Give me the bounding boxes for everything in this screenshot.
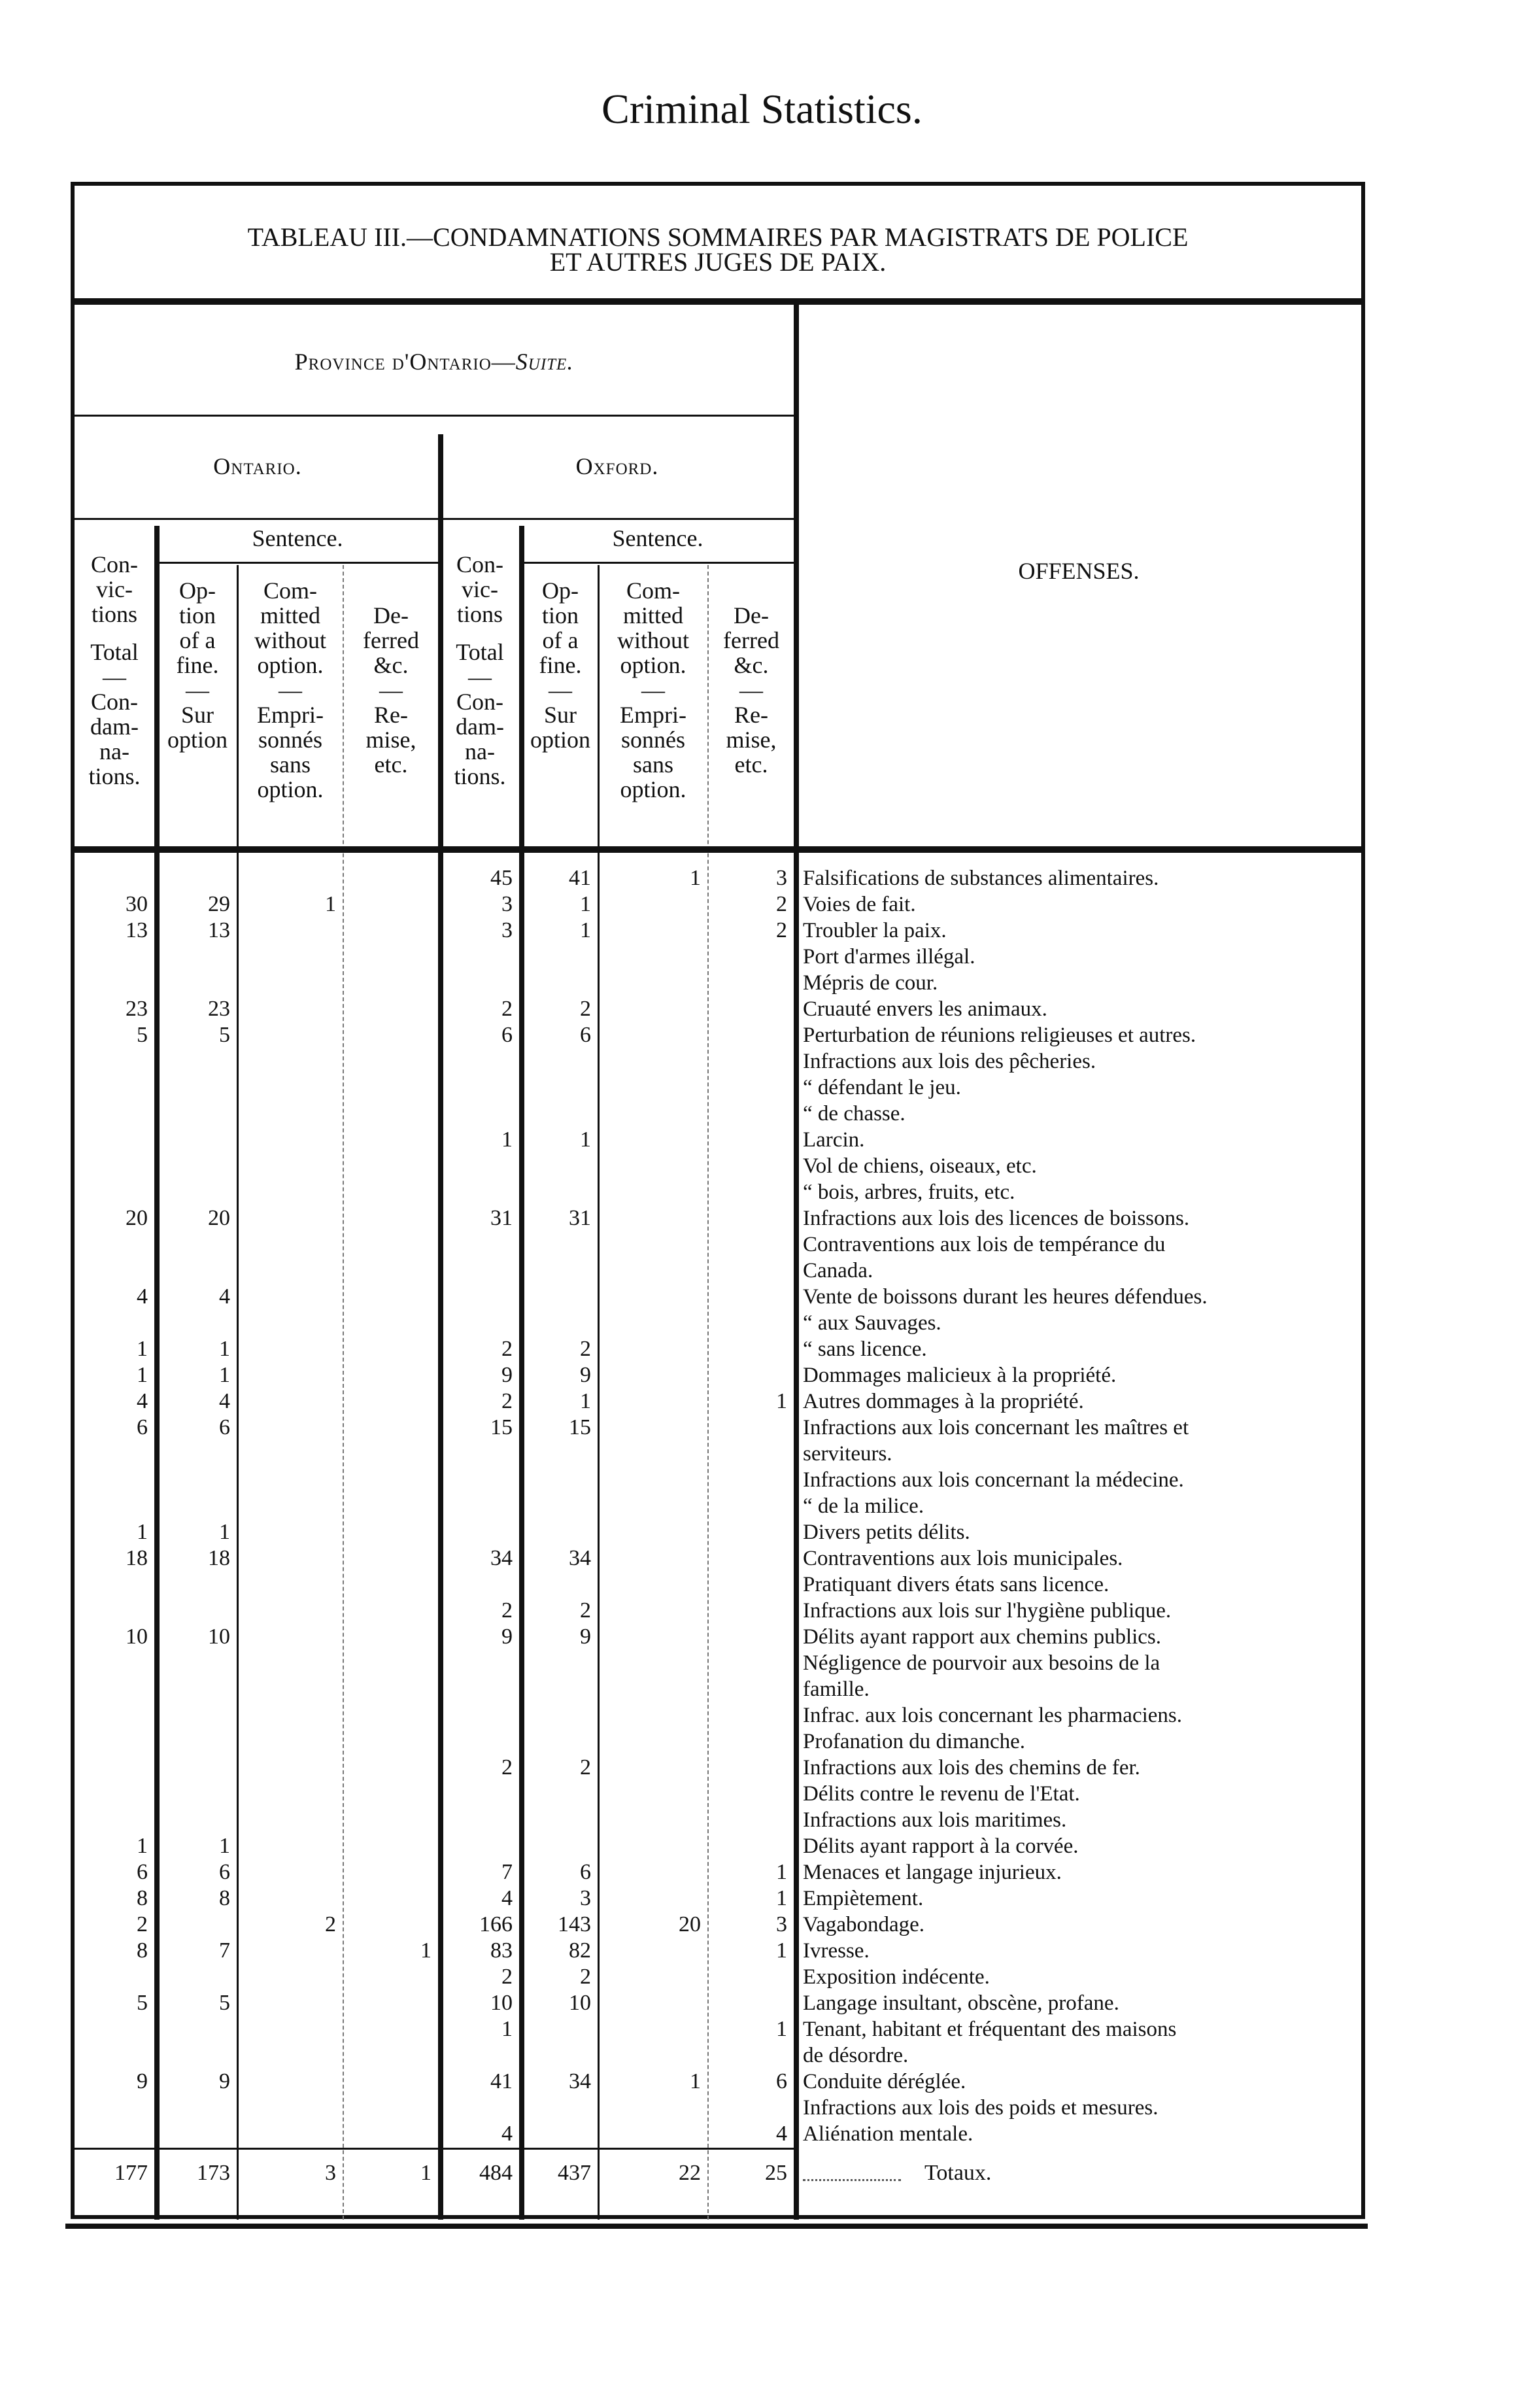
hdr-text: vic- [96,576,133,602]
offense-label: Port d'armes illégal. [803,945,975,969]
cell-o-total: 4 [137,1284,148,1309]
cell-o-total: 5 [137,1991,148,2015]
cell-o-total: 6 [137,1860,148,1884]
cell-x-option: 1 [580,892,591,916]
hdr-text: option. [257,652,324,678]
cell-o-total: 4 [137,1389,148,1413]
cell-x-deferred: 3 [776,1912,787,1936]
cell-o-option: 6 [219,1415,230,1439]
offense-label: Infractions aux lois concernant les maîtres et [803,1416,1189,1439]
offense-label: Menaces et langage injurieux. [803,1861,1062,1884]
hdr-text: — [549,677,572,703]
offense-label: Infractions aux lois des chemins de fer. [803,1756,1140,1780]
hdr-text: — [379,677,403,703]
cell-x-total: 7 [501,1860,513,1884]
total-ontario-option: 173 [197,2161,230,2185]
hdr-text: sonnés [258,727,322,753]
cell-o-option: 1 [219,1337,230,1361]
cell-x-total: 31 [490,1206,513,1230]
offense-label: “ défendant le jeu. [803,1076,961,1099]
cell-x-total: 45 [490,866,513,890]
cell-o-option: 23 [208,997,230,1021]
offense-label: “ de chasse. [803,1102,906,1126]
hdr-text: Con- [456,551,503,577]
cell-x-option: 1 [580,918,591,942]
cell-x-total: 15 [490,1415,513,1439]
offense-label: Cruauté envers les animaux. [803,997,1047,1021]
offense-label: Délits ayant rapport à la corvée. [803,1834,1079,1858]
hdr-text: Empri- [257,702,324,728]
offense-label: “ de la milice. [803,1494,924,1518]
offense-label: Larcin. [803,1128,865,1152]
offense-label: Mépris de cour. [803,971,938,995]
offense-label: Autres dommages à la propriété. [803,1390,1084,1413]
offense-label: Divers petits délits. [803,1521,970,1544]
cell-x-total: 2 [501,1965,513,1989]
cell-o-deferred: 1 [420,1938,432,1963]
cell-x-deferred: 1 [776,1860,787,1884]
total-ontario-deferred: 1 [420,2161,432,2185]
cell-o-option: 1 [219,1834,230,1858]
hdr-text: Re- [374,702,408,728]
offense-label: Profanation du dimanche. [803,1730,1025,1753]
table-title-line1: TABLEAU III.—CONDAMNATIONS SOMMAIRES PAR MAGISTRATS DE POLICE [247,222,1189,252]
cell-o-option: 5 [219,1023,230,1047]
header-rule [75,846,1361,853]
hdr-text: dam- [90,714,139,740]
hdr-text: vic- [462,576,498,602]
hdr-text: De- [373,602,409,628]
total-ontario-committed: 3 [325,2161,336,2185]
offense-label: Infractions aux lois des licences de boissons. [803,1207,1190,1230]
offense-label: “ aux Sauvages. [803,1311,941,1335]
hdr-text: — [103,664,126,690]
hdr-text: — [186,677,209,703]
title-rule [75,298,1361,305]
offense-label: famille. [803,1677,870,1701]
hdr-text: option. [620,652,686,678]
county-rule [75,518,794,520]
offense-label: Perturbation de réunions religieuses et autres. [803,1023,1196,1047]
hdr-text: ferred [363,627,419,653]
sentence-rule-oxford [522,562,794,564]
cell-x-total: 166 [479,1912,513,1936]
hdr-text: Con- [456,689,503,715]
cell-o-option: 6 [219,1860,230,1884]
hdr-text: fine. [539,652,582,678]
hdr-text: etc. [734,751,768,778]
cell-x-option: 9 [580,1625,591,1649]
offense-label: Langage insultant, obscène, profane. [803,1991,1119,2015]
hdr-text: without [617,627,689,653]
cell-o-total: 1 [137,1363,148,1387]
cell-x-option: 143 [558,1912,591,1936]
cell-x-option: 2 [580,1337,591,1361]
cell-o-total: 5 [137,1023,148,1047]
hdr-text: dam- [456,714,504,740]
hdr-text: of a [542,627,579,653]
cell-o-total: 23 [126,997,148,1021]
cell-o-committed: 1 [325,892,336,916]
cell-x-option: 34 [569,1546,591,1570]
cell-x-total: 2 [501,1755,513,1780]
offense-label: Vente de boissons durant les heures défendues. [803,1285,1208,1309]
oxford-option-divider [598,565,600,2220]
cell-x-total: 34 [490,1546,513,1570]
cell-x-total: 2 [501,1598,513,1623]
hdr-text: etc. [374,751,408,778]
offense-label: Tenant, habitant et fréquentant des maisons [803,2018,1177,2041]
cell-x-deferred: 3 [776,866,787,890]
cell-x-deferred: 2 [776,892,787,916]
cell-o-option: 5 [219,1991,230,2015]
totals-rule [75,2148,796,2150]
cell-o-option: 7 [219,1938,230,1963]
offense-label: Pratiquant divers états sans licence. [803,1573,1109,1596]
cell-o-option: 9 [219,2069,230,2093]
hdr-text: tions. [454,763,506,789]
sentence-header-oxford: Sentence. [612,525,703,551]
hdr-text: — [739,677,763,703]
hdr-text: tion [178,602,216,628]
province-suite: Suite. [515,349,574,375]
province-header [75,349,794,374]
county-oxford: Oxford. [575,453,659,479]
cell-o-option: 4 [219,1284,230,1309]
offense-label: Infrac. aux lois concernant les pharmaciens. [803,1704,1182,1727]
cell-x-total: 10 [490,1991,513,2015]
cell-x-total: 9 [501,1363,513,1387]
hdr-text: option [167,727,228,753]
offenses-header: OFFENSES. [1018,558,1140,584]
offense-label: “ bois, arbres, fruits, etc. [803,1180,1015,1204]
cell-x-deferred: 1 [776,1389,787,1413]
offense-label: Voies de fait. [803,893,916,916]
cell-o-total: 6 [137,1415,148,1439]
cell-x-total: 2 [501,1389,513,1413]
cell-x-option: 41 [569,866,591,890]
cell-x-total: 9 [501,1625,513,1649]
col-header-ontario-convictions [75,552,154,789]
total-oxford-convictions: 484 [479,2161,513,2185]
offense-label: Infractions aux lois des poids et mesures. [803,2096,1159,2120]
province-name: Province d'Ontario— [294,349,516,375]
cell-x-committed: 1 [690,866,701,890]
cell-x-total: 3 [501,892,513,916]
table-title [75,222,1361,277]
hdr-text: of a [179,627,216,653]
cell-x-option: 10 [569,1991,591,2015]
cell-x-deferred: 4 [776,2122,787,2146]
cell-x-option: 2 [580,1598,591,1623]
total-oxford-deferred: 25 [765,2161,787,2185]
hdr-text: Op- [542,577,579,604]
col-header-oxford-committed [599,578,707,802]
ontario-option-divider [237,565,239,2220]
offense-label: Négligence de pourvoir aux besoins de la [803,1651,1160,1675]
total-oxford-option: 437 [558,2161,591,2185]
col-header-oxford-convictions [441,552,519,789]
hdr-text: Total [90,639,139,665]
hdr-text: Sur [180,702,214,728]
hdr-text: tions [456,601,503,627]
hdr-text: tions [91,601,137,627]
cell-o-total: 20 [126,1206,148,1230]
offense-label: Infractions aux lois sur l'hygiène publique. [803,1599,1172,1623]
cell-x-option: 1 [580,1389,591,1413]
sentence-header-ontario: Sentence. [252,525,343,551]
sentence-rule-ontario [157,562,438,564]
cell-x-option: 15 [569,1415,591,1439]
hdr-text: — [468,664,492,690]
cell-x-total: 41 [490,2069,513,2093]
offense-label: Conduite déréglée. [803,2070,966,2093]
offense-label: Empiètement. [803,1887,924,1910]
county-ontario: Ontario. [213,453,302,479]
cell-x-option: 2 [580,1965,591,1989]
hdr-text: fine. [176,652,219,678]
cell-x-committed: 1 [690,2069,701,2093]
cell-x-deferred: 1 [776,1886,787,1910]
cell-o-option: 1 [219,1520,230,1544]
offense-label: Infractions aux lois concernant la médecine. [803,1468,1184,1492]
hdr-text: Sur [543,702,577,728]
offense-label: Infractions aux lois maritimes. [803,1808,1067,1832]
table-frame [71,182,1365,2219]
cell-o-total: 18 [126,1546,148,1570]
cell-o-total: 13 [126,918,148,942]
cell-x-option: 2 [580,1755,591,1780]
table-title-line2: ET AUTRES JUGES DE PAIX. [549,247,887,277]
total-ontario-convictions: 177 [114,2161,148,2185]
cell-o-option: 20 [208,1206,230,1230]
totals-label: Totaux. [924,2161,992,2185]
offense-column-divider [794,303,799,2220]
cell-o-total: 9 [137,2069,148,2093]
offense-label: Contraventions aux lois municipales. [803,1547,1123,1570]
hdr-text: option [530,727,590,753]
cell-x-total: 4 [501,2122,513,2146]
cell-o-total: 1 [137,1337,148,1361]
hdr-text: ferred [723,627,779,653]
offense-label: Falsifications de substances alimentaires. [803,867,1159,890]
cell-x-deferred: 6 [776,2069,787,2093]
hdr-text: mitted [623,602,683,628]
offense-label: Troubler la paix. [803,919,947,942]
hdr-text: — [641,677,665,703]
cell-o-option: 29 [208,892,230,916]
cell-o-total: 1 [137,1834,148,1858]
total-oxford-committed: 22 [679,2161,701,2185]
hdr-text: Com- [263,577,317,604]
offense-label: Canada. [803,1259,873,1282]
cell-o-total: 2 [137,1912,148,1936]
offense-label: Vol de chiens, oiseaux, etc. [803,1154,1037,1178]
cell-x-total: 1 [501,1127,513,1152]
cell-o-option: 1 [219,1363,230,1387]
hdr-text: Re- [734,702,768,728]
hdr-text: mise, [726,727,777,753]
hdr-text: sans [633,751,673,778]
offense-label: Aliénation mentale. [803,2122,974,2146]
cell-o-option: 8 [219,1886,230,1910]
offense-label: “ sans licence. [803,1337,927,1361]
totals-leader [803,2179,901,2181]
cell-o-option: 4 [219,1389,230,1413]
cell-x-total: 3 [501,918,513,942]
offense-label: Infractions aux lois des pêcheries. [803,1050,1096,1073]
col-header-oxford-deferred [709,603,794,777]
hdr-text: &c. [373,652,409,678]
cell-x-total: 6 [501,1023,513,1047]
cell-o-option: 13 [208,918,230,942]
cell-o-total: 1 [137,1520,148,1544]
cell-x-deferred: 1 [776,1938,787,1963]
cell-x-total: 1 [501,2017,513,2041]
col-header-oxford-option [523,578,598,752]
hdr-text: De- [734,602,769,628]
cell-o-option: 18 [208,1546,230,1570]
cell-x-option: 6 [580,1860,591,1884]
cell-x-deferred: 1 [776,2017,787,2041]
ontario-committed-divider [343,565,344,2220]
hdr-text: tion [541,602,579,628]
hdr-text: Con- [91,551,138,577]
offense-label: Exposition indécente. [803,1965,990,1989]
hdr-text: sonnés [621,727,685,753]
hdr-text: Empri- [620,702,686,728]
frame-bottom-rule [65,2224,1368,2229]
cell-x-option: 82 [569,1938,591,1963]
hdr-text: na- [99,738,129,765]
offense-label: serviteurs. [803,1442,892,1466]
hdr-text: mitted [260,602,320,628]
cell-x-total: 83 [490,1938,513,1963]
offense-label: Dommages malicieux à la propriété. [803,1364,1117,1387]
hdr-text: mise, [365,727,416,753]
ontario-total-divider [154,526,160,2220]
cell-x-option: 34 [569,2069,591,2093]
cell-o-total: 8 [137,1938,148,1963]
hdr-text: tions. [88,763,141,789]
cell-o-total: 30 [126,892,148,916]
offense-label: Vagabondage. [803,1913,925,1936]
hdr-text: — [279,677,302,703]
cell-x-option: 31 [569,1206,591,1230]
cell-x-deferred: 2 [776,918,787,942]
oxford-total-divider [519,526,524,2220]
col-header-ontario-committed [238,578,343,802]
offense-label: Ivresse. [803,1939,870,1963]
offense-label: de désordre. [803,2044,909,2067]
hdr-text: Op- [179,577,216,604]
province-rule [75,415,794,417]
cell-o-committed: 2 [325,1912,336,1936]
hdr-text: Con- [91,689,138,715]
hdr-text: &c. [734,652,769,678]
offense-label: Délits ayant rapport aux chemins publics. [803,1625,1162,1649]
cell-x-option: 1 [580,1127,591,1152]
hdr-text: option. [620,776,686,802]
cell-x-total: 2 [501,997,513,1021]
offense-label: Délits contre le revenu de l'Etat. [803,1782,1080,1806]
oxford-committed-divider [707,565,709,2220]
hdr-text: Total [456,639,504,665]
cell-x-committed: 20 [679,1912,701,1936]
cell-x-option: 9 [580,1363,591,1387]
cell-o-total: 10 [126,1625,148,1649]
page-title: Criminal Statistics. [601,86,923,132]
col-header-ontario-deferred [344,603,438,777]
hdr-text: sans [270,751,311,778]
hdr-text: Com- [626,577,680,604]
cell-o-total: 8 [137,1886,148,1910]
cell-x-total: 4 [501,1886,513,1910]
col-header-ontario-option [158,578,237,752]
hdr-text: na- [465,738,495,765]
cell-o-option: 10 [208,1625,230,1649]
cell-x-option: 6 [580,1023,591,1047]
offense-label: Contraventions aux lois de tempérance du [803,1233,1166,1256]
cell-x-option: 3 [580,1886,591,1910]
cell-x-option: 2 [580,997,591,1021]
cell-x-total: 2 [501,1337,513,1361]
hdr-text: option. [257,776,324,802]
hdr-text: without [254,627,326,653]
